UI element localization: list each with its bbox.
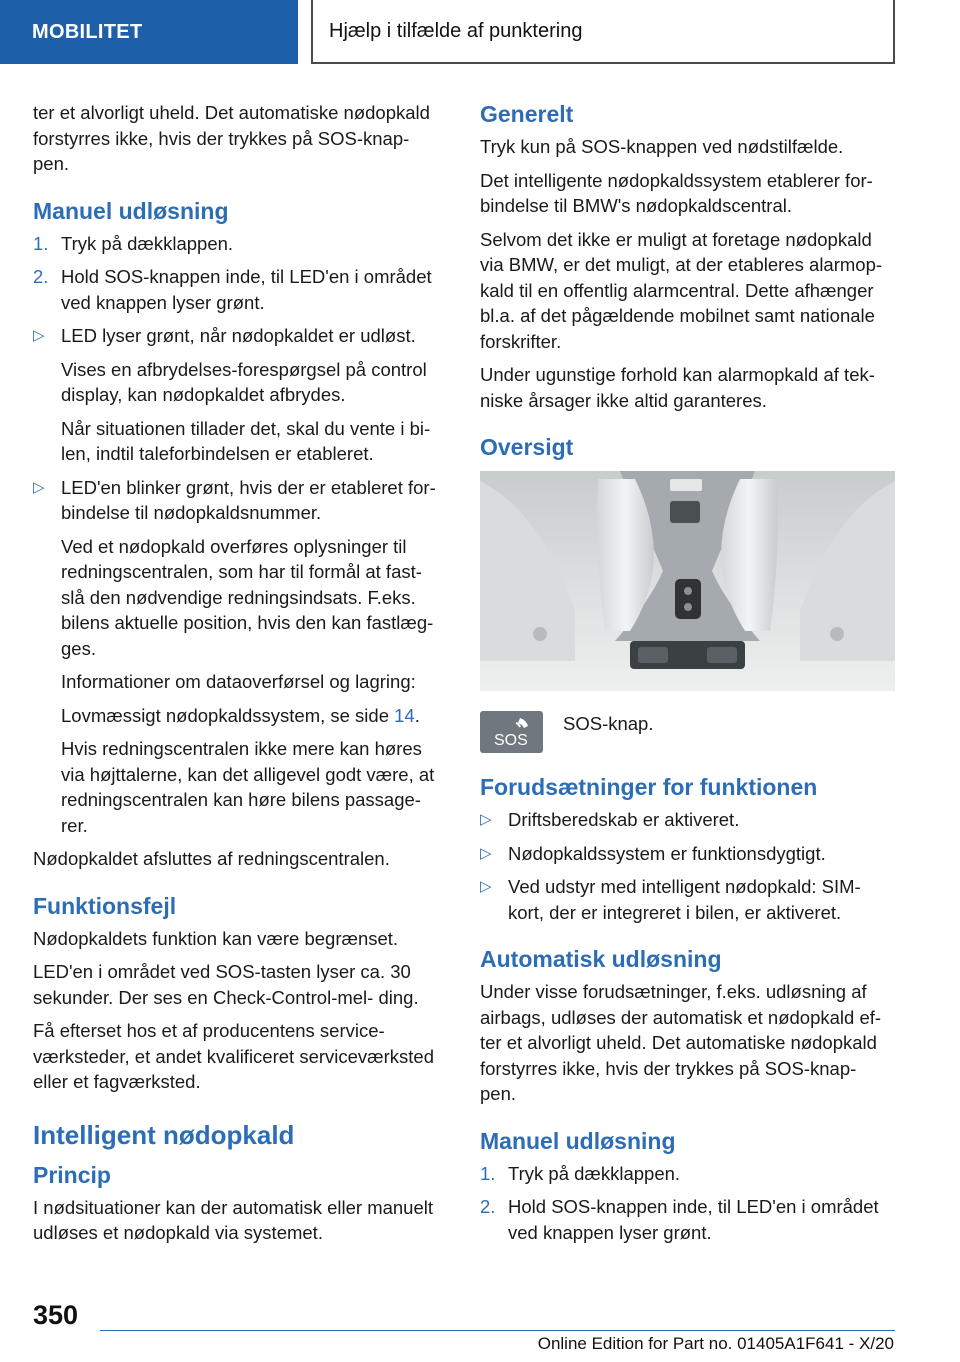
sos-caption-row	[480, 711, 895, 753]
paragraph: I nødsituationer kan der automatisk eller manuelt udløses et nødopkald via systemet.	[33, 1196, 434, 1243]
heading-overview: Oversigt	[480, 434, 574, 460]
triangle-bullet-icon: ▷	[480, 811, 492, 828]
page-link[interactable]: 14	[394, 704, 415, 726]
paragraph: Selvom det ikke er muligt at foretage nødopkald via BMW, er det muligt, at der etableres alarmop‐ kald til en offentlig alarmcentral. Dette afhænger bl.a. af det pågældende mobilnet samt nationale forskrifter.	[480, 228, 883, 352]
list-item: 2. Hold SOS-knappen inde, til LED'en i området ved knappen lyser grønt.	[480, 1196, 879, 1243]
list-item: 1. Tryk på dækklappen.	[480, 1162, 681, 1184]
bullet-item: ▷ Driftsberedskab er aktiveret.	[480, 807, 895, 833]
paragraph: Vises en afbrydelses-forespørgsel på control display, kan nødopkaldet afbrydes.	[61, 358, 427, 405]
paragraph: Tryk kun på SOS-knappen ved nødstilfælde.	[480, 136, 844, 157]
edition-note: Online Edition for Part no. 01405A1F641 - X/20	[537, 1334, 894, 1353]
paragraph: Informationer om dataoverførsel og lagring:	[61, 671, 416, 692]
paragraph: Lovmæssigt nødopkaldssystem, se side 14.	[61, 704, 420, 726]
paragraph: Nødopkaldet afsluttes af redningscentralen.	[33, 848, 390, 869]
chapter-title: Hjælp i tilfælde af punktering	[329, 19, 583, 42]
paragraph: Under visse forudsætninger, f.eks. udløsning af airbags, udløses der automatisk et nødopkald ef‐ ter et alvorligt uheld. Det automatiske nødopkald forstyrres ikke, hvis der trykkes på SOS-knap‐ pen.	[480, 981, 882, 1104]
paragraph: LED'en i området ved SOS-tasten lyser ca. 30 sekunder. Der ses en Check-Control-mel‐ ding.	[33, 961, 419, 1008]
bullet-item: ▷ Nødopkaldssystem er funktionsdygtigt.	[480, 841, 895, 867]
paragraph: Få efterset hos et af producentens service‐ værksteder, et andet kvalificeret serviceværksted eller et fagværksted.	[33, 1020, 434, 1092]
paragraph: ter et alvorligt uheld. Det automatiske nødopkald forstyrres ikke, hvis der trykkes på SOS-knap‐ pen.	[33, 102, 430, 174]
sos-button-icon	[480, 711, 543, 753]
page-number: 350	[33, 1300, 79, 1330]
heading-general: Generelt	[480, 101, 574, 127]
heading-malfunction: Funktionsfejl	[33, 892, 177, 919]
left-column	[33, 100, 448, 1254]
bullet-item: ▷ Ved udstyr med intelligent nødopkald: SIM- kort, der er integreret i bilen, er aktiveret.	[480, 874, 895, 925]
paragraph: Nødopkaldets funktion kan være begrænset.	[33, 927, 399, 949]
triangle-bullet-icon: ▷	[480, 844, 492, 862]
paragraph: Det intelligente nødopkaldssystem etablerer for‐ bindelse til BMW's nødopkaldscentral.	[480, 169, 873, 216]
sos-caption: SOS-knap.	[563, 713, 654, 734]
bullet-item: ▷ LED'en blinker grønt, hvis der er etableret for‐ bindelse til nødopkaldsnummer.	[33, 475, 448, 526]
heading-prerequisites: Forudsætninger for funktionen	[480, 774, 818, 800]
heading-intelligent-emergency-call: Intelligent nødopkald	[33, 1119, 295, 1150]
list-item: 2. Hold SOS-knappen inde, til LED'en i området ved knappen lyser grønt.	[33, 266, 432, 313]
page-header	[311, 0, 895, 64]
overhead-console-photo	[480, 471, 895, 691]
bullet-item: ▷ LED lyser grønt, når nødopkaldet er udløst.	[33, 323, 448, 349]
paragraph: Når situationen tillader det, skal du vente i bi‐ len, indtil taleforbindelsen er etableret.	[61, 417, 431, 464]
heading-manual-release: Manuel udløsning	[480, 1127, 676, 1154]
section-label: MOBILITET	[32, 20, 143, 43]
heading-automatic-release: Automatisk udløsning	[480, 946, 722, 972]
heading-principle: Princip	[33, 1161, 111, 1188]
footer-divider	[100, 1330, 895, 1331]
paragraph: Ved et nødopkald overføres oplysninger til redningscentralen, som har til formål at fast‐ slå den nødvendige redningsindsats. F.eks. bilens aktuelle position, hvis den kan fastlæg‐ ges.	[61, 535, 434, 659]
triangle-bullet-icon: ▷	[33, 327, 45, 344]
section-tab	[0, 0, 298, 64]
triangle-bullet-icon: ▷	[480, 878, 492, 895]
paragraph: Hvis redningscentralen ikke mere kan høres via højttalerne, kan det alligevel godt være, at redningscentralen kan høre bilens passage‐ rer.	[61, 738, 435, 836]
svg-text:SOS: SOS	[494, 732, 528, 749]
triangle-bullet-icon: ▷	[33, 478, 45, 496]
paragraph: Under ugunstige forhold kan alarmopkald af tek‐ niske årsager ikke altid garanteres.	[480, 364, 875, 411]
list-item: 1. Tryk på dækklappen.	[33, 232, 234, 254]
heading-manual-release: Manuel udløsning	[33, 197, 229, 224]
right-column	[480, 100, 895, 1253]
